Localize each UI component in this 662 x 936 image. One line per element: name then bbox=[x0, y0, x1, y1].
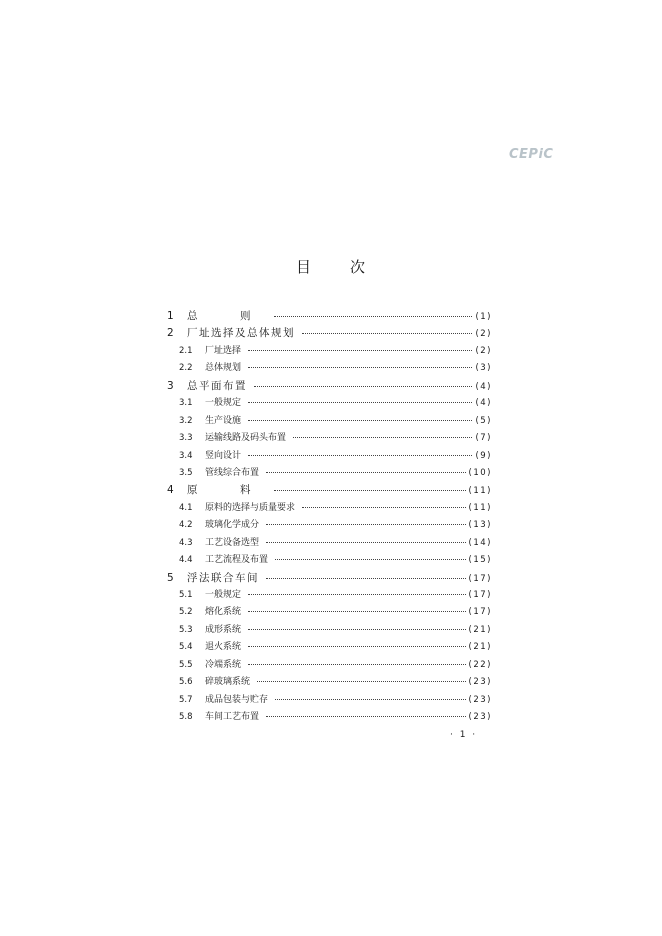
dot-leader bbox=[274, 315, 473, 317]
publisher-watermark: CEPiC bbox=[509, 147, 554, 162]
dot-leader bbox=[266, 471, 466, 473]
toc-entry[interactable] bbox=[167, 325, 492, 342]
toc-title-char-1: 目 bbox=[295, 258, 312, 276]
toc-entry-title: 一般规定 bbox=[205, 398, 242, 409]
toc-entry[interactable] bbox=[167, 570, 492, 587]
toc-entry-number: 5.1 bbox=[179, 590, 193, 600]
toc-entry-title: 工艺设备选型 bbox=[205, 537, 260, 548]
toc-entry[interactable] bbox=[167, 343, 492, 360]
toc-entry-page: (5) bbox=[475, 415, 492, 426]
dot-leader bbox=[248, 401, 472, 403]
toc-entry-title: 原 料 bbox=[187, 484, 267, 497]
toc-entry-title: 退火系统 bbox=[205, 642, 242, 653]
toc-entry[interactable] bbox=[167, 674, 492, 691]
toc-entry[interactable] bbox=[167, 448, 492, 465]
toc-entry-title: 总平面布置 bbox=[187, 379, 247, 392]
toc-entry-title: 成形系统 bbox=[205, 624, 242, 635]
dot-leader bbox=[257, 680, 466, 682]
toc-entry-title: 浮法联合车间 bbox=[187, 571, 259, 584]
toc-entry-title: 厂址选择 bbox=[205, 345, 242, 356]
toc-entry-number: 4 bbox=[167, 484, 174, 497]
toc-entry[interactable] bbox=[167, 430, 492, 447]
toc-entry-number: 4.4 bbox=[179, 555, 193, 566]
dot-leader bbox=[248, 645, 466, 647]
toc-entry-title: 玻璃化学成分 bbox=[205, 520, 260, 531]
toc-entry-number: 5.6 bbox=[179, 677, 193, 688]
toc-entry[interactable] bbox=[167, 604, 492, 621]
toc-entry-page: (23) bbox=[468, 677, 492, 688]
dot-leader bbox=[248, 419, 472, 421]
toc-entry-title: 工艺流程及布置 bbox=[205, 555, 269, 566]
dot-leader bbox=[302, 506, 466, 508]
dot-leader bbox=[266, 541, 466, 543]
toc-entry-page: (4) bbox=[475, 381, 492, 392]
dot-leader bbox=[275, 558, 466, 560]
toc-entry[interactable] bbox=[167, 360, 492, 377]
toc-entry-page: (1) bbox=[475, 312, 492, 322]
toc-entry-page: (11) bbox=[468, 486, 492, 497]
toc-entry-page: (23) bbox=[468, 694, 492, 705]
toc-entry-number: 5 bbox=[167, 571, 174, 584]
toc-entry-number: 1 bbox=[167, 310, 174, 322]
toc-entry-number: 3.3 bbox=[179, 433, 193, 444]
toc-entry-title: 成品包装与贮存 bbox=[205, 694, 269, 705]
toc-entry-number: 3.2 bbox=[179, 415, 193, 426]
toc-entry-title: 原料的选择与质量要求 bbox=[205, 502, 296, 513]
toc-entry-page: (17) bbox=[468, 573, 492, 584]
toc-entry-title: 碎玻璃系统 bbox=[205, 677, 251, 688]
toc-entry-number: 2.1 bbox=[179, 345, 193, 356]
table-of-contents bbox=[167, 308, 492, 727]
toc-entry-number: 5.4 bbox=[179, 642, 193, 653]
toc-entry[interactable] bbox=[167, 395, 492, 412]
toc-entry-page: (10) bbox=[468, 467, 492, 478]
toc-title-char-2: 次 bbox=[350, 258, 367, 276]
toc-entry-number: 4.1 bbox=[179, 502, 193, 513]
toc-entry[interactable] bbox=[167, 378, 492, 395]
toc-title bbox=[0, 256, 662, 277]
toc-entry-page: (2) bbox=[475, 345, 492, 356]
toc-entry[interactable] bbox=[167, 500, 492, 517]
toc-entry-page: (15) bbox=[468, 555, 492, 566]
toc-entry-number: 4.3 bbox=[179, 537, 193, 548]
toc-entry-number: 3 bbox=[167, 379, 174, 392]
toc-entry-number: 5.5 bbox=[179, 659, 193, 670]
toc-entry-number: 4.2 bbox=[179, 520, 193, 531]
toc-entry[interactable] bbox=[167, 535, 492, 552]
toc-entry-title: 厂址选择及总体规划 bbox=[187, 327, 295, 340]
toc-entry-number: 5.7 bbox=[179, 694, 193, 705]
page-number: · 1 · bbox=[450, 730, 478, 740]
dot-leader bbox=[248, 610, 466, 612]
toc-entry-title: 管线综合布置 bbox=[205, 467, 260, 478]
toc-entry-title: 运输线路及码头布置 bbox=[205, 433, 287, 444]
toc-entry-number: 5.3 bbox=[179, 624, 193, 635]
toc-entry-page: (14) bbox=[468, 537, 492, 548]
toc-entry-number: 5.8 bbox=[179, 712, 193, 723]
toc-entry-page: (21) bbox=[468, 624, 492, 635]
dot-leader bbox=[266, 523, 466, 525]
toc-entry-page: (17) bbox=[468, 590, 492, 600]
toc-entry-page: (2) bbox=[475, 329, 492, 340]
toc-entry-number: 5.2 bbox=[179, 607, 193, 618]
toc-entry-page: (9) bbox=[475, 450, 492, 461]
toc-entry-page: (11) bbox=[468, 502, 492, 513]
toc-entry[interactable] bbox=[167, 517, 492, 534]
dot-leader bbox=[248, 628, 466, 630]
toc-entry[interactable] bbox=[167, 657, 492, 674]
toc-entry[interactable] bbox=[167, 482, 492, 499]
toc-entry-title: 一般规定 bbox=[205, 590, 242, 600]
toc-entry-number: 3.1 bbox=[179, 398, 193, 409]
dot-leader bbox=[248, 593, 466, 595]
toc-entry[interactable] bbox=[167, 622, 492, 639]
toc-entry-title: 熔化系统 bbox=[205, 607, 242, 618]
toc-entry-title: 总 则 bbox=[187, 310, 267, 322]
toc-entry-number: 3.4 bbox=[179, 450, 193, 461]
toc-entry-page: (3) bbox=[475, 363, 492, 374]
toc-entry-title: 总体规划 bbox=[205, 363, 242, 374]
toc-entry-page: (13) bbox=[468, 520, 492, 531]
dot-leader bbox=[248, 349, 472, 351]
dot-leader bbox=[275, 698, 466, 700]
toc-entry-number: 3.5 bbox=[179, 467, 193, 478]
dot-leader bbox=[254, 385, 472, 387]
toc-entry-title: 生产设施 bbox=[205, 415, 242, 426]
toc-entry-page: (4) bbox=[475, 398, 492, 409]
toc-entry-title: 竖向设计 bbox=[205, 450, 242, 461]
toc-entry-number: 2.2 bbox=[179, 363, 193, 374]
toc-entry-page: (17) bbox=[468, 607, 492, 618]
toc-entry-title: 冷端系统 bbox=[205, 659, 242, 670]
toc-entry-page: (21) bbox=[468, 642, 492, 653]
toc-entry[interactable] bbox=[167, 413, 492, 430]
dot-leader bbox=[248, 663, 466, 665]
toc-entry-number: 2 bbox=[167, 327, 174, 340]
toc-entry-title: 车间工艺布置 bbox=[205, 712, 260, 723]
dot-leader bbox=[266, 577, 466, 579]
dot-leader bbox=[274, 489, 466, 491]
toc-entry[interactable] bbox=[167, 587, 492, 604]
toc-entry[interactable] bbox=[167, 639, 492, 656]
toc-entry-page: (7) bbox=[475, 433, 492, 444]
toc-entry[interactable] bbox=[167, 552, 492, 569]
toc-entry[interactable] bbox=[167, 465, 492, 482]
dot-leader bbox=[293, 436, 472, 438]
dot-leader bbox=[248, 366, 472, 368]
dot-leader bbox=[248, 454, 472, 456]
toc-entry-page: (23) bbox=[468, 712, 492, 723]
toc-entry[interactable] bbox=[167, 692, 492, 709]
toc-entry[interactable] bbox=[167, 308, 492, 325]
toc-entry[interactable] bbox=[167, 709, 492, 726]
toc-entry-page: (22) bbox=[468, 659, 492, 670]
dot-leader bbox=[266, 715, 466, 717]
dot-leader bbox=[302, 332, 472, 334]
